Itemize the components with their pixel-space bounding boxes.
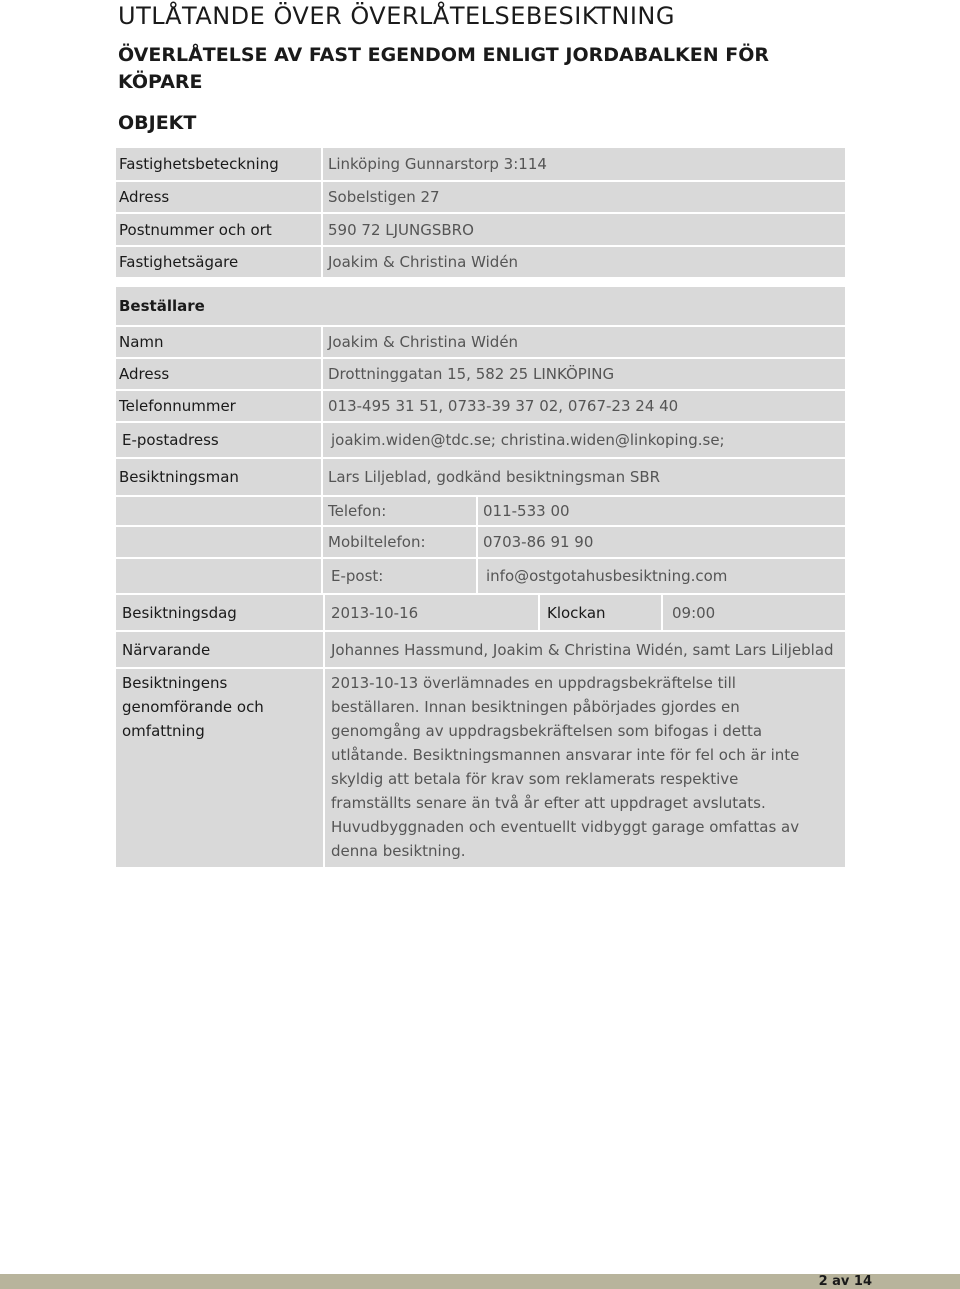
value-klockan: 09:00 [663,595,845,630]
empty-cell [116,559,321,593]
label-bestallare-adress: Adress [116,359,321,389]
label-genomforande: Besiktningens genomförande och omfattning [116,669,323,867]
heading-bestallare: Beställare [116,287,845,325]
label-telefonnummer: Telefonnummer [116,391,321,421]
value-fastighetsagare: Joakim & Christina Widén [323,247,845,277]
label-besiktningsdag: Besiktningsdag [116,595,323,630]
value-fastighetsbeteckning: Linköping Gunnarstorp 3:114 [323,148,845,180]
label-fastighetsagare: Fastighetsägare [116,247,321,277]
section-heading-objekt: OBJEKT [118,112,197,134]
value-besiktningsman: Lars Liljeblad, godkänd besiktningsman SBR [323,459,845,495]
empty-cell [116,527,321,557]
label-adress: Adress [116,182,321,212]
footer-bar [0,1274,960,1289]
value-postnummer: 590 72 LJUNGSBRO [323,214,845,245]
document-title: UTLÅTANDE ÖVER ÖVERLÅTELSEBESIKTNING [118,2,675,30]
value-epostadress: joakim.widen@tdc.se; christina.widen@linkoping.se; [323,423,845,457]
label-narvarande: Närvarande [116,632,323,667]
value-namn: Joakim & Christina Widén [323,327,845,357]
label-fastighetsbeteckning: Fastighetsbeteckning [116,148,321,180]
value-epost: info@ostgotahusbesiktning.com [478,559,845,593]
label-postnummer: Postnummer och ort [116,214,321,245]
document-subtitle: ÖVERLÅTELSE AV FAST EGENDOM ENLIGT JORDABALKEN FÖR KÖPARE [118,44,769,93]
value-besiktningsdag: 2013-10-16 [325,595,538,630]
label-besiktningsman: Besiktningsman [116,459,321,495]
page-number: 2 av 14 [818,1274,872,1289]
value-mobiltelefon: 0703-86 91 90 [478,527,845,557]
label-mobiltelefon: Mobiltelefon: [323,527,476,557]
value-telefonnummer: 013-495 31 51, 0733-39 37 02, 0767-23 24 40 [323,391,845,421]
label-klockan: Klockan [540,595,661,630]
label-telefon: Telefon: [323,497,476,525]
value-bestallare-adress: Drottninggatan 15, 582 25 LINKÖPING [323,359,845,389]
label-epost: E-post: [323,559,476,593]
label-namn: Namn [116,327,321,357]
value-telefon: 011-533 00 [478,497,845,525]
value-narvarande: Johannes Hassmund, Joakim & Christina Widén, samt Lars Liljeblad [325,632,845,667]
label-epostadress: E-postadress [116,423,321,457]
value-genomforande: 2013-10-13 överlämnades en uppdragsbekräftelse till beställaren. Innan besiktningen påbörjades gjordes en genomgång av uppdragsbekräftelsen som bifogas i detta utlåtande. Besiktningsmannen ansvarar inte för fel och är inte skyldig att betala för krav som reklamerats respektive framställts senare än två år efter att uppdraget avslutats. Huvudbyggnaden och eventuellt vidbyggt garage omfattas av denna besiktning. [325,669,845,867]
value-adress: Sobelstigen 27 [323,182,845,212]
empty-cell [116,497,321,525]
